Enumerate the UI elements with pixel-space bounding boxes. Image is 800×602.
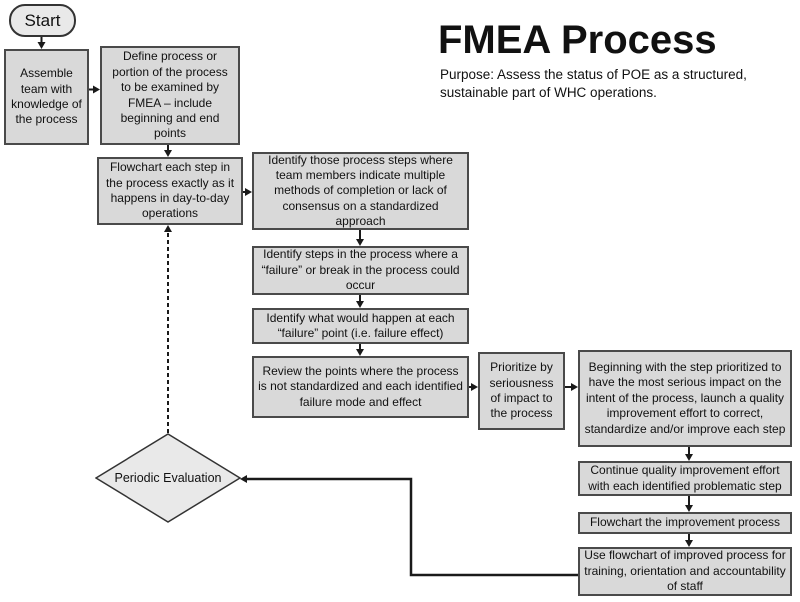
connector-launch-continue [685, 447, 693, 461]
start-node: Start [9, 4, 76, 37]
connector-flowchart-identify [243, 188, 252, 196]
page-title: FMEA Process [438, 18, 717, 62]
connector-use-periodic-feedback [240, 475, 578, 575]
define-process-node: Define process or portion of the process to be examined by FMEA – include beginning and end points [100, 46, 240, 145]
launch-improvement-node: Beginning with the step prioritized to have the most serious impact on the intent of the process, launch a quality improvement effort to correct, standardize and/or improve each step [578, 350, 792, 447]
identify-failure-steps-node: Identify steps in the process where a “failure” or break in the process could occur [252, 246, 469, 295]
connector-start-assemble [38, 37, 46, 49]
connector-prioritize-launch [565, 383, 578, 391]
connector-periodic-flowchart-dashed [164, 225, 172, 433]
flowchart-steps-node: Flowchart each step in the process exactly as it happens in day-to-day operations [97, 157, 243, 225]
assemble-team-node: Assemble team with knowledge of the process [4, 49, 89, 145]
use-flowchart-node: Use flowchart of improved process for training, orientation and accountability of staff [578, 547, 792, 596]
prioritize-node: Prioritize by seriousness of impact to the process [478, 352, 565, 430]
connector-review-prioritize [469, 383, 478, 391]
connector-identify3-review [356, 344, 364, 356]
flowchart-improvement-node: Flowchart the improvement process [578, 512, 792, 534]
connector-continue-flowchartimp [685, 496, 693, 512]
connector-define-flowchart [164, 145, 172, 157]
connector-identify2-identify3 [356, 295, 364, 308]
identify-failure-effect-node: Identify what would happen at each “failure” point (i.e. failure effect) [252, 308, 469, 344]
connector-identify1-identify2 [356, 230, 364, 246]
review-points-node: Review the points where the process is not standardized and each identified failure mode and effect [252, 356, 469, 418]
connector-flowchartimp-use [685, 534, 693, 547]
connector-assemble-define [89, 86, 100, 94]
continue-improvement-node: Continue quality improvement effort with each identified problematic step [578, 461, 792, 496]
purpose-text: Purpose: Assess the status of POE as a structured, sustainable part of WHC operations. [440, 67, 747, 101]
periodic-evaluation-label: Periodic Evaluation [114, 470, 222, 485]
periodic-evaluation-node [95, 433, 241, 523]
identify-process-steps-node: Identify those process steps where team members indicate multiple methods of completion or lack of consensus on a standardized approach [252, 152, 469, 230]
